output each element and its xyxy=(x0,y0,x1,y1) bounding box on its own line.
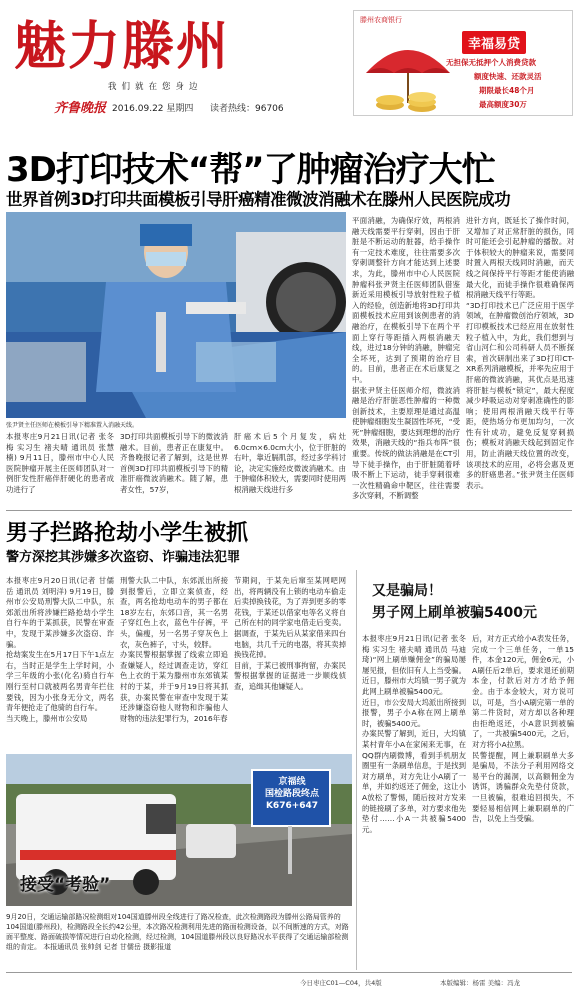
story2-headline: 男子拦路抢劫小学生被抓 xyxy=(6,521,249,546)
lead-column-4: 平面消融，为确保疗效，两根消融天线需要平行穿刺，因由于肝脏是不断运动的脏器，给手操作有一定技术难度，往往需要多次穿刺调整针方向才能达到上述要求，为此，滕州市中心人民医院肿瘤科张尹贤主任医师团队借鉴新近采用模板引导放射性粒子植入的经验，创造新地将3D打印共面模板技术应用到该例患者的消融治疗，在模板引导下在两个平面上穿行等距插入两根消融天线，进过18分钟的消融，肿瘤完全坏死，达到了预期的治疗目的。目前，患者正在术后康复之中。 据张尹贤主任医师介绍，微波消融是治疗肝脏恶性肿瘤的一种微创新技术，主要原理是通过高温使肿瘤细胞发生凝固性坏死，“受死”肿瘤细胞，要达到理想的治疗效果，消融天线的“指兵布阵”很重要。传统的做法消融是在CT引导下徒手操作，由于肝脏随着呼吸不断上下运动，徒手穿刺很难一次性精确命中靶区，往往需要多次穿刺，不断调整 xyxy=(352,216,460,501)
lead-column-2: 3D打印共面模板引导下的微波消融术。目前，患者正在康复中。齐鲁晚报记者了解到，这是世界首例3D打印共面模板引导下的精准肝癌微波消融术。随了解，患者女性，57岁， xyxy=(120,432,228,494)
footer-rule xyxy=(6,972,572,973)
story3-headline-1: 又是骗局！ xyxy=(372,583,442,599)
ad-line-4: 最高额度30万 xyxy=(479,100,527,109)
section-divider xyxy=(6,510,572,511)
footer-pages: 今日枣庄C01—C04，共4版 xyxy=(300,979,382,987)
bank-logo: 滕州农商银行 xyxy=(360,16,402,24)
road-sign-line-3: K676+647 xyxy=(265,801,319,811)
inspection-photo xyxy=(6,754,352,906)
masthead-slogan: 我们就在您身边 xyxy=(108,82,203,92)
masthead-title: 魅力滕州 xyxy=(14,16,231,77)
reader-hotline: 读者热线：96706 xyxy=(210,104,284,114)
lead-column-1: 本报枣庄9月21日讯(记者 张冬梅 实习生 褚夫晴 通讯员 张慧楠) 9月11日，滕州市中心人民医院肿瘤开展主任医师团队对一例肝发性肝癌伴肝硬化的患者成功进行了 xyxy=(6,432,114,494)
bank-advertisement[interactable] xyxy=(353,10,573,116)
story2-column-2: 刑警大队二中队，东郊派出所接到报警后，立即立案侦查，经查，两名抢劫电动车的男子都在18岁左右，东郊口音，其一名男子穿红色上衣，蓝色牛仔裤，平头，偏瘦，另一名男子穿灰色上衣，灰色裤子，寸头，较胖。 办案民警根据掌握了线索立即追查嫌疑人，经过调查走访，穿红色上衣的于某为滕州市东郊镇某村的于某，并于9月19日将其抓获，办案民警在审查中发现于某还涉嫌盗窃他人财物和诈骗他人财物的违法犯罪行为，2016年春 xyxy=(120,576,228,723)
column-divider xyxy=(356,570,357,970)
story2-subhead: 警方深挖其涉嫌多次盗窃、诈骗违法犯罪 xyxy=(6,550,241,565)
road-sign-line-1: 京福线 xyxy=(278,777,306,787)
ad-title: 幸福易贷 xyxy=(462,31,526,54)
ad-line-3: 期限最长48个月 xyxy=(479,86,535,95)
lead-subhead: 世界首例3D打印共面模板引导肝癌精准微波消融术在滕州人民医院成功 xyxy=(6,190,511,209)
newspaper-brand: 齐鲁晚报 xyxy=(54,101,107,116)
story3-headline-2: 男子网上刷单被骗5400元 xyxy=(372,605,537,621)
story3-column-2: 后，对方正式给小A表发任务，完成一个三单任务，一单15件，本金120元，佣金6元，小A刷任后2单后，要求退还前期本金，付款后对方才给予佣金。由于本金较大，对方说可以，可是，当小A刷完第一单的第二件货时，对方却以各种理由拒绝返还，小A意识到被骗了，一共被骗5400元，之后，对方将小A拉黑。 民警提醒，网上兼职刷单大多是骗局，不法分子利用网络交易平台的漏洞，以高额佣金为诱饵，诱骗群众先垫付货款，一旦被骗，很难追回损失，不要轻易相信网上兼职刷单的广告，以免上当受骗。 xyxy=(472,634,574,824)
lead-photo xyxy=(6,212,346,418)
umbrella-coins-icon xyxy=(360,33,456,115)
inspection-photo-caption: 9月20日，交通运输部路况检测组对104国道滕州段全线进行了路况检查，此次检测路段为滕州公路局管养的104国道(滕州段)，检测路段全长约42公里，本次路况检测利用先进的路面检测设备，以不间断速的方式，对路面平整度、路面破损等情况进行自动化检测，经过检测，104国道滕州段以良好路况水平获得了交通运输部检测组的肯定。 本报通讯员 张帅剑 记者 甘儒岳 摄影报道 xyxy=(6,913,349,951)
lead-column-5: 进针方向，既延长了操作时间，又增加了对正常肝脏的损伤，同时可能还会引起肿瘤的播散。对于体积较大的肿瘤来说，需要同时置入两根天线同时消融，而天线之间保持平行等距才能使消融最大化，而徒手操作很难确保两根消融天线平行等距。 “3D打印技术已广泛应用于医学领域，在肿瘤微创治疗领域，3D打印模板技术已经应用在放射性粒子植入中，为此，我们想到与省山河仁和公司科研人员不断探索，首次研制出来了3D打印CT-XR系列消融模板，并率先应用于肝癌的微波消融，其优点是迅速将肝脏与模板“锁定”，最大程度减少呼吸运动对穿刺准确性的影响；使用两根消融天线平行等距，使热场分布更加均匀，一次性有针成功，避免反复穿刺损伤；模板对消融天线起到固定作用，防止消融天线位置的改变，该项技术的应用，必将会惠及更多的肝癌患者。”张尹贤主任医师表示。 xyxy=(466,216,574,490)
ad-line-1: 无担保无抵押个人消费贷款 xyxy=(446,58,536,67)
surgery-photo-illustration xyxy=(6,212,346,418)
lead-photo-caption: 张尹贤主任医师在模板引导下精准置入消融天线。 xyxy=(6,422,139,429)
ad-line-2: 额度快速、还款灵活 xyxy=(474,72,542,81)
photo-overlay-title: 接受“考验” xyxy=(20,875,111,895)
lead-headline: 3D打印技术“帮”了肿瘤治疗大忙 xyxy=(6,150,495,190)
footer-editors: 本版编辑：杨雷 美编：冯龙 xyxy=(440,979,521,987)
issue-date: 2016.09.22 星期四 xyxy=(112,104,194,114)
story2-column-3: 节期间，于某先后窜至某网吧网出，将两辆没有上锁的电动车偷走后卖掉换钱花，为了弄到更多的零花钱，于某还以借家电等名义将自己所在村的同学家电借走后变卖。据调查，于某先后从某家借来四台电脑，共几千元的电器，将其卖掉换钱花掉。 目前，于某已被刑事拘留，办案民警根据掌握的证据进一步顺线侦查，追缉其他嫌疑人。 xyxy=(234,576,346,691)
road-sign-line-2: 国检路段终点 xyxy=(264,789,319,799)
story3-column-1: 本报枣庄9月21日讯(记者 张冬梅 实习生 褚夫晴 通讯员 马迪琦)“网上刷单赚佣金”的骗局屡屡见报，但依旧有人上当受骗。近日，滕州市大坞镇一男子就为此网上刷单被骗5400元。 近日，市公安局大坞派出所接到报警，男子小A称在网上刷单时，被骗5400元。 办案民警了解到，近日，大坞镇某村青年小A在家闲来无事，在QQ群内刷微博，看到手机朋友圈里有一条刷单信息，于是找到对方刷单，对方先让小A刷了一单，并如约返还了佣金，这让小A放松了警惕，随后按对方发来的链接刷了多单，对方要求他先垫付……小A一共被骗5400元。 xyxy=(362,634,466,834)
story2-column-1: 本报枣庄9月20日讯(记者 甘儒岳 通讯员 刘明洋) 9月19日，滕州市公安局刑警大队二中队，东郊派出所将涉嫌拦路抢劫小学生自行车的于某抓获，民警在审查中，发现于某涉嫌多次盗窃、诈骗。 抢劫案发生在5月17日下午1点左右，当时正是学生上学时间，小学三年级的小张(化名)骑自行车刚行至村口就被两名男青年拦住要钱，因为小张身无分文，两名青年便抢走了他骑的自行车。 当天晚上，滕州市公安局 xyxy=(6,576,114,723)
lead-column-3: 肝癌术后5个月复发，病灶6.0cm×6.0cm大小，位于肝脏的右叶，靠近膈肌部，经过多学科讨论，决定实施经皮微波消融术。由于肿瘤体积较大，需要同时使用两根消融天线进行多 xyxy=(234,432,346,494)
